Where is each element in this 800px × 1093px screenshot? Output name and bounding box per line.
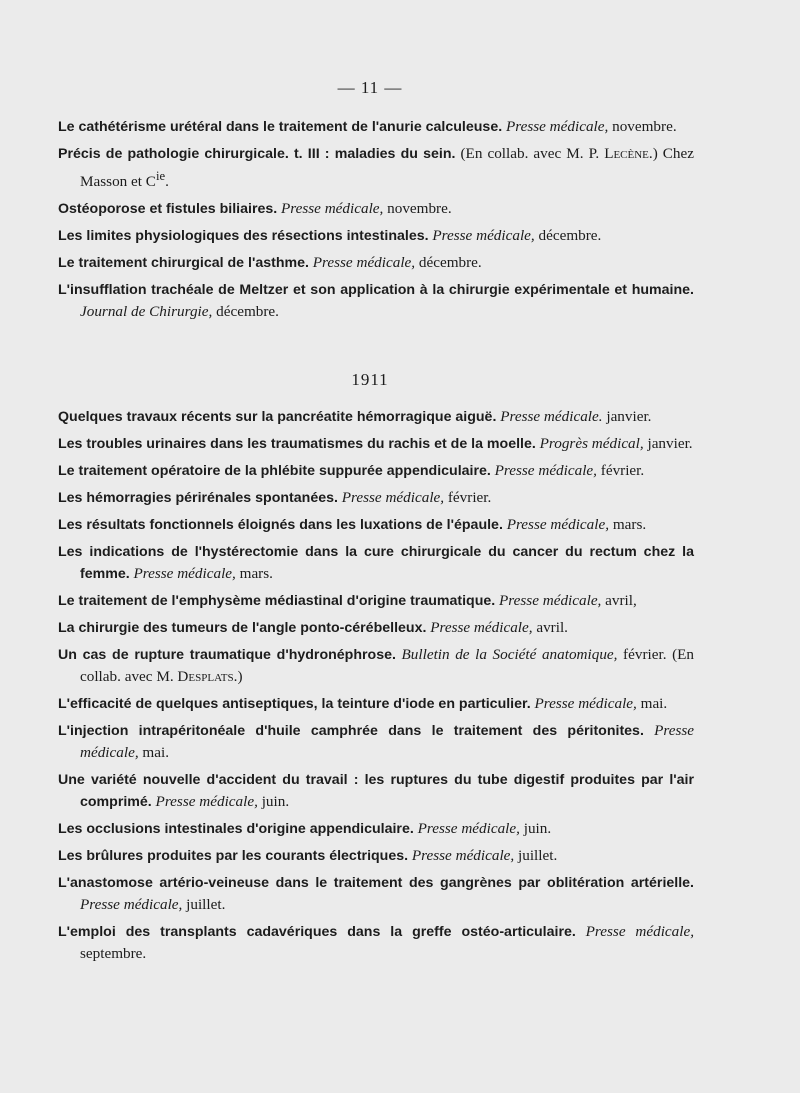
list-item	[58, 225, 694, 247]
list-item	[58, 872, 694, 916]
entry-date: juillet.	[514, 847, 558, 864]
entry-date: janvier.	[643, 435, 693, 452]
superscript: ie	[155, 169, 166, 183]
journal-name: Presse médicale,	[494, 462, 597, 479]
entry-note: .) Chez Masson et C	[80, 145, 695, 191]
journal-name: Bulletin de la Société anatomique,	[401, 646, 618, 663]
journal-name: Presse médicale,	[312, 254, 416, 272]
page-number: — 11 —	[337, 78, 403, 97]
entries-1911	[58, 406, 694, 970]
entry-date: décembre.	[212, 303, 279, 321]
entry-title: Les limites physiologiques des résections intestinales.	[58, 228, 429, 245]
list-item	[58, 279, 694, 323]
journal-name: Presse médicale,	[411, 847, 515, 864]
entry-date: mai.	[636, 695, 668, 712]
journal-name: Presse médicale,	[280, 200, 384, 218]
list-item	[58, 921, 694, 965]
journal-name: Presse médicale,	[80, 722, 695, 761]
entry-title: Le cathétérisme urétéral dans le traitement de l'anurie calculeuse.	[58, 119, 503, 135]
list-item	[58, 541, 694, 585]
journal-name: Presse médicale,	[341, 489, 445, 506]
journal-name: Presse médicale,	[417, 820, 520, 837]
entry-title: Un cas de rupture traumatique d'hydronéphrose.	[58, 647, 396, 663]
entry-title: Ostéoporose et fistules biliaires.	[58, 201, 278, 218]
entry-note: .	[165, 173, 169, 191]
entry-date: juin.	[519, 820, 552, 837]
collaborator-name: Lecène	[604, 145, 649, 162]
entry-title: Les hémorragies périrénales spontanées.	[58, 490, 338, 506]
entry-title: L'anastomose artério-veineuse dans le traitement des gangrènes par oblitération artérielle.	[58, 875, 694, 891]
entry-title: Quelques travaux récents sur la pancréatite hémorragique aiguë.	[58, 409, 497, 425]
entry-title: Les troubles urinaires dans les traumatismes du rachis et de la moelle.	[58, 436, 536, 452]
journal-name: Presse médicale,	[432, 227, 535, 245]
entry-title: Le traitement chirurgical de l'asthme.	[58, 255, 309, 272]
list-item	[58, 487, 694, 509]
list-item	[58, 252, 694, 274]
entry-note: .)	[233, 668, 243, 685]
list-item	[58, 116, 694, 138]
entry-date: mai.	[138, 744, 169, 761]
entry-date: décembre.	[534, 227, 602, 245]
journal-name: Presse médicale,	[585, 923, 695, 940]
list-item	[58, 644, 694, 688]
list-item	[58, 198, 694, 220]
entry-title: L'injection intrapéritonéale d'huile camphrée dans le traitement des péritonites.	[58, 723, 644, 739]
journal-name: Presse médicale,	[80, 896, 183, 913]
journal-name: Presse médicale.	[500, 408, 603, 425]
list-item	[58, 514, 694, 536]
entry-date: mars.	[235, 565, 273, 582]
entries-1910	[58, 116, 694, 328]
entry-note: février. (En collab. avec M.	[80, 646, 695, 685]
list-item	[58, 617, 694, 639]
entry-date: juin.	[257, 793, 290, 810]
list-item	[58, 406, 694, 428]
entry-title: Le traitement opératoire de la phlébite suppurée appendiculaire.	[58, 463, 491, 479]
entry-date: janvier.	[602, 408, 652, 425]
list-item	[58, 845, 694, 867]
list-item	[58, 720, 694, 764]
list-item	[58, 143, 694, 193]
list-item	[58, 460, 694, 482]
entry-title: L'insufflation trachéale de Meltzer et son application à la chirurgie expérimentale et humaine.	[58, 282, 694, 299]
entry-date: mars.	[609, 516, 647, 533]
entry-date: septembre.	[80, 945, 147, 962]
journal-name: Progrès médical,	[539, 435, 644, 452]
entry-title: Une variété nouvelle d'accident du travail : les ruptures du tube digestif produites par l'air comprimé.	[58, 772, 694, 810]
entry-title: L'emploi des transplants cadavériques dans la greffe ostéo-articulaire.	[58, 924, 576, 940]
list-item	[58, 818, 694, 840]
entry-title: Précis de pathologie chirurgicale. t. III : maladies du sein.	[58, 146, 456, 162]
entry-date: avril,	[601, 592, 637, 609]
entry-date: février.	[596, 462, 645, 479]
journal-name: Presse médicale,	[505, 118, 609, 135]
list-item	[58, 769, 694, 813]
list-item	[58, 693, 694, 715]
journal-name: Presse médicale,	[534, 695, 637, 712]
entry-title: L'efficacité de quelques antiseptiques, la teinture d'iode en particulier.	[58, 696, 531, 712]
entry-title: Les occlusions intestinales d'origine appendiculaire.	[58, 821, 414, 837]
collaborator-name: Desplats	[177, 668, 234, 685]
journal-name: Presse médicale,	[506, 516, 610, 533]
journal-name: Presse médicale,	[133, 565, 236, 582]
year-heading: 1911	[351, 370, 389, 389]
entry-note: (En collab. avec M. P.	[455, 145, 605, 162]
entry-title: Les brûlures produites par les courants électriques.	[58, 848, 409, 864]
entry-title: Les résultats fonctionnels éloignés dans les luxations de l'épaule.	[58, 517, 503, 533]
list-item	[58, 590, 694, 612]
journal-name: Presse médicale,	[499, 592, 602, 609]
entry-date: juillet.	[182, 896, 226, 913]
entry-date: avril.	[532, 619, 568, 636]
entry-title: Les indications de l'hystérectomie dans la cure chirurgicale du cancer du rectum chez la femme.	[58, 544, 694, 582]
entry-date: décembre.	[415, 254, 482, 272]
entry-date: novembre.	[608, 118, 677, 135]
entry-date: février.	[444, 489, 492, 506]
entry-title: Le traitement de l'emphysème médiastinal d'origine traumatique.	[58, 593, 496, 609]
list-item	[58, 433, 694, 455]
journal-name: Presse médicale,	[155, 793, 258, 810]
entry-date: novembre.	[383, 200, 452, 218]
journal-name: Presse médicale,	[430, 619, 533, 636]
entry-title: La chirurgie des tumeurs de l'angle ponto-cérébelleux.	[58, 620, 427, 636]
journal-name: Journal de Chirurgie,	[80, 303, 213, 321]
